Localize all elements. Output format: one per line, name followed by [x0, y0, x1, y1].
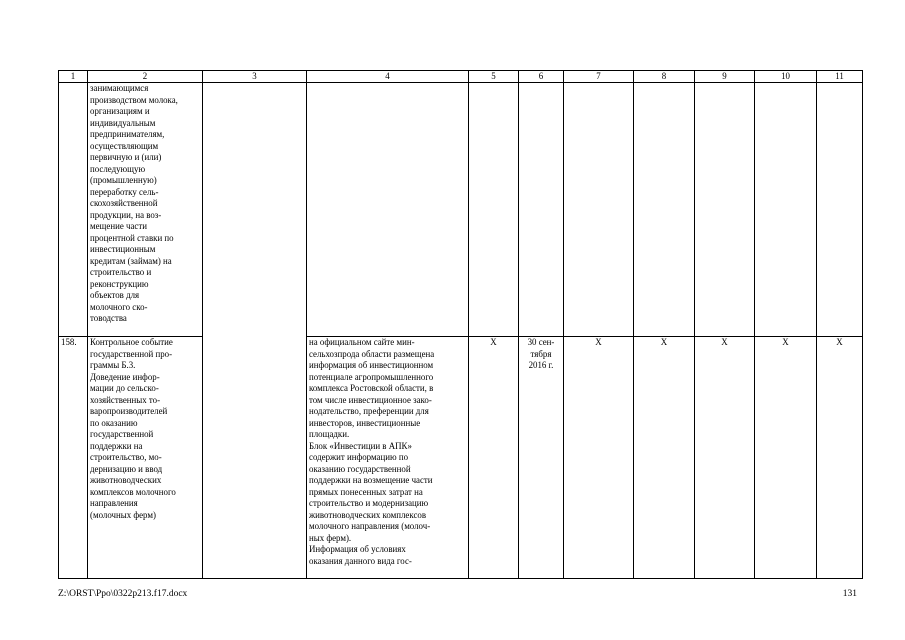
responsible-cell — [203, 83, 307, 579]
row-number-cell: 158. — [59, 337, 88, 579]
mark-cell: X — [755, 337, 817, 579]
header-row — [59, 71, 863, 83]
cell — [817, 83, 863, 337]
header-cell: 11 — [817, 71, 863, 83]
header-cell: 10 — [755, 71, 817, 83]
mark-cell: X — [817, 337, 863, 579]
mark-cell: X — [695, 337, 755, 579]
date-cell: 30 сен- тября 2016 г. — [519, 337, 564, 579]
cell — [755, 83, 817, 337]
header-cell: 4 — [307, 71, 469, 83]
mark-cell: X — [634, 337, 695, 579]
table-row — [59, 337, 863, 579]
mark-cell: X — [469, 337, 519, 579]
header-cell: 6 — [519, 71, 564, 83]
header-cell: 1 — [59, 71, 88, 83]
program-table — [58, 70, 863, 579]
event-description-cell: Контрольное событие государственной про- граммы Б.3. Доведение инфор- мации до сельско- хозяйственных то- варопроизводителей по оказанию государственной поддержки на строительство, мо- дернизацию и ввод животноводческих комплексов молочного направления (молочных ферм) — [88, 337, 203, 579]
result-cell: на официальном сайте мин- сельхозпрода области размещена информация об инвестиционном потенциале агропромышленного комплекса Ростовской области, в том числе инвестиционное зако- нодательство, преференции для инвесторов, инвестиционные площадки. Блок «Инвестиции в АПК» содержит информацию по оказанию государственной поддержки на возмещение части прямых понесенных затрат на строительство и модернизацию животноводческих комплексов молочного направления (молоч- ных ферм). Информация об условиях оказания данного вида гос- — [307, 337, 469, 579]
footer-file-path: Z:\ORST\Ppo\0322p213.f17.docx — [58, 589, 188, 599]
header-cell: 5 — [469, 71, 519, 83]
cell — [519, 83, 564, 337]
header-cell: 3 — [203, 71, 307, 83]
result-cell — [307, 83, 469, 337]
cell — [564, 83, 634, 337]
cell — [695, 83, 755, 337]
row-number-cell — [59, 83, 88, 337]
header-cell: 8 — [634, 71, 695, 83]
event-description-cell: занимающимся производством молока, организациям и индивидуальным предпринимателям, осуществляющим первичную и (или) последующую (промышленную) переработку сель- скохозяйственной продукции, на воз- мещение части процентной ставки по инвестиционным кредитам (займам) на строительство и реконструкцию объектов для молочного ско- товодства — [88, 83, 203, 337]
header-cell: 7 — [564, 71, 634, 83]
cell — [469, 83, 519, 337]
page-number: 131 — [842, 589, 857, 599]
table-row — [59, 83, 863, 337]
header-cell: 9 — [695, 71, 755, 83]
mark-cell: X — [564, 337, 634, 579]
cell — [634, 83, 695, 337]
header-cell: 2 — [88, 71, 203, 83]
